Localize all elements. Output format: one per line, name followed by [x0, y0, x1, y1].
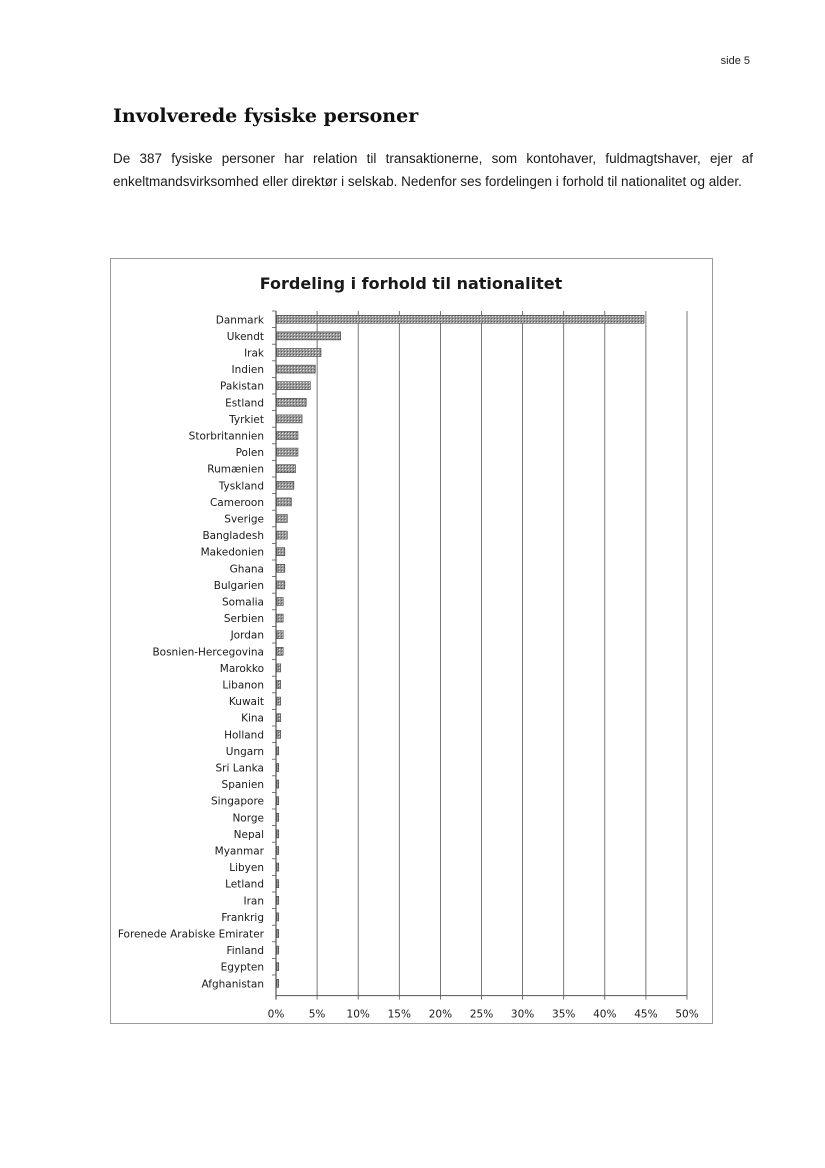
- category-label: Ungarn: [225, 745, 264, 758]
- bar: [277, 365, 316, 373]
- x-tick-label: 5%: [308, 1008, 326, 1021]
- category-label: Makedonien: [200, 546, 264, 559]
- bar: [277, 415, 302, 423]
- bar: [277, 432, 298, 440]
- category-label: Libyen: [229, 862, 264, 875]
- bar: [277, 598, 284, 606]
- category-label: Danmark: [215, 314, 264, 327]
- category-label: Libanon: [222, 679, 264, 692]
- bar: [277, 498, 292, 506]
- bar: [277, 979, 279, 987]
- category-label: Spanien: [221, 779, 264, 792]
- x-tick-label: 30%: [510, 1008, 535, 1021]
- bar: [277, 481, 294, 489]
- category-label: Tyrkiet: [229, 413, 264, 426]
- category-label: Finland: [226, 945, 264, 958]
- bar: [277, 830, 279, 838]
- grid-lines: [272, 311, 687, 1000]
- category-label: Tyskland: [218, 480, 264, 493]
- bar: [277, 631, 284, 639]
- category-label: Frankrig: [221, 911, 264, 924]
- bar: [277, 465, 296, 473]
- bar: [277, 697, 281, 705]
- category-label: Sri Lanka: [215, 762, 264, 775]
- bar: [277, 880, 279, 888]
- category-label: Ghana: [229, 563, 264, 576]
- category-label: Bulgarien: [213, 579, 264, 592]
- nationality-chart: [110, 258, 713, 1024]
- bar: [277, 664, 281, 672]
- bar: [277, 564, 285, 572]
- x-tick-label: 10%: [346, 1008, 370, 1021]
- x-tick-label: 25%: [469, 1008, 494, 1021]
- category-label: Sverige: [224, 513, 264, 526]
- bar: [277, 764, 279, 772]
- bar: [277, 315, 644, 323]
- bar: [277, 730, 281, 738]
- category-label: Storbritannien: [188, 430, 264, 443]
- category-label: Jordan: [230, 629, 264, 642]
- category-label: Singapore: [211, 795, 264, 808]
- category-label: Estland: [225, 397, 264, 410]
- category-label: Ukendt: [226, 330, 264, 343]
- x-tick-label: 0%: [267, 1008, 285, 1021]
- category-label: Polen: [235, 447, 264, 460]
- bar: [277, 614, 284, 622]
- category-label: Norge: [232, 812, 264, 825]
- bar: [277, 647, 284, 655]
- section-heading: Involverede fysiske personer: [113, 105, 419, 127]
- x-tick-labels: [268, 1009, 699, 1021]
- category-label: Marokko: [219, 662, 264, 675]
- category-label: Serbien: [223, 613, 264, 626]
- category-label: Myanmar: [214, 845, 264, 858]
- chart-canvas: [111, 259, 712, 1023]
- bar: [277, 963, 279, 971]
- category-label: Holland: [224, 729, 264, 742]
- bar: [277, 913, 279, 921]
- bar: [277, 681, 281, 689]
- category-label: Forenede Arabiske Emirater: [117, 928, 264, 941]
- bar: [277, 515, 288, 523]
- bar: [277, 863, 279, 871]
- category-label: Pakistan: [220, 380, 264, 393]
- bar: [277, 548, 285, 556]
- category-label: Kina: [241, 712, 264, 725]
- bars: [277, 315, 644, 987]
- x-tick-label: 15%: [387, 1008, 411, 1021]
- bar: [277, 581, 285, 589]
- category-label: Cameroon: [209, 496, 264, 509]
- bar: [277, 930, 279, 938]
- bar: [277, 332, 341, 340]
- category-label: Iran: [243, 895, 264, 908]
- x-tick-label: 20%: [428, 1008, 453, 1021]
- bar: [277, 382, 311, 390]
- category-labels: [118, 314, 265, 990]
- bar: [277, 780, 279, 788]
- x-tick-label: 45%: [634, 1008, 658, 1021]
- chart-title: Fordeling i forhold til nationalitet: [259, 274, 563, 293]
- category-label: Egypten: [220, 961, 264, 974]
- x-tick-label: 50%: [675, 1008, 699, 1021]
- x-tick-label: 40%: [593, 1008, 617, 1021]
- bar: [277, 847, 279, 855]
- bar: [277, 813, 279, 821]
- body-paragraph: De 387 fysiske personer har relation til transaktionerne, som kontohaver, fuldmagtshaver, ejer af enkeltmandsvirksomhed eller direktør i selskab. Nedenfor ses fordelingen i forhold til nationalitet og alder.: [113, 151, 753, 189]
- x-tick-label: 35%: [552, 1008, 576, 1021]
- bar: [277, 531, 288, 539]
- bar: [277, 448, 298, 456]
- page-number: side 5: [720, 55, 750, 67]
- bar: [277, 797, 279, 805]
- category-label: Kuwait: [228, 696, 264, 709]
- category-label: Rumænien: [207, 463, 264, 476]
- bar: [277, 398, 307, 406]
- category-label: Bangladesh: [202, 530, 264, 543]
- bar: [277, 946, 279, 954]
- category-label: Indien: [231, 364, 264, 377]
- category-label: Nepal: [233, 828, 264, 841]
- category-label: Somalia: [221, 596, 264, 609]
- category-label: Afghanistan: [201, 978, 264, 991]
- bar: [277, 747, 279, 755]
- bar: [277, 896, 279, 904]
- category-label: Letland: [225, 878, 264, 891]
- category-label: Irak: [244, 347, 264, 360]
- category-label: Bosnien-Hercegovina: [152, 646, 264, 659]
- bar: [277, 714, 281, 722]
- bar: [277, 349, 321, 357]
